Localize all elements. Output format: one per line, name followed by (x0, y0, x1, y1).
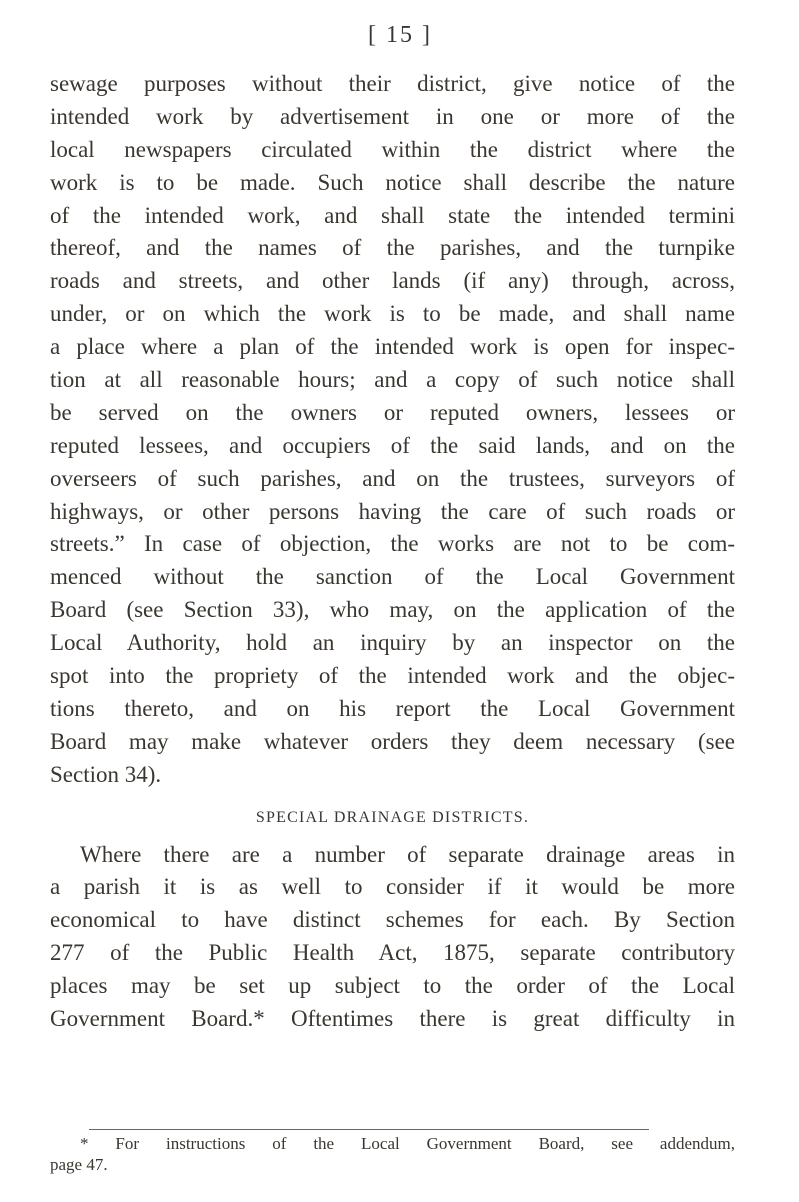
text-line: menced without the sanction of the Local Government (50, 564, 735, 590)
text-line: intended work by advertisement in one or more of the (50, 103, 735, 129)
paragraph-first-line: Where there are a number of separate drainage areas in (80, 841, 735, 867)
footnote-line: * For instructions of the Local Government Board, see addendum, (80, 1134, 735, 1153)
text-line: thereof, and the names of the parishes, and the turnpike (50, 235, 735, 261)
text-line: Board (see Section 33), who may, on the application of the (50, 597, 735, 623)
text-line: tions thereto, and on his report the Local Government (50, 695, 735, 721)
footnote-line: page 47. (50, 1155, 108, 1174)
body-text (50, 68, 735, 1036)
text-line: reputed lessees, and occupiers of the said lands, and on the (50, 432, 735, 458)
text-line: Local Authority, hold an inquiry by an inspector on the (50, 630, 735, 656)
text-line: work is to be made. Such notice shall describe the nature (50, 169, 735, 195)
text-line-last: Section 34). (50, 761, 162, 787)
text-line: local newspapers circulated within the district where the (50, 136, 735, 162)
text-line: Government Board.* Oftentimes there is great difficulty in (50, 1006, 735, 1032)
text-line: of the intended work, and shall state the intended termini (50, 202, 735, 228)
text-line: streets.” In case of objection, the works are not to be com- (50, 531, 735, 557)
text-line: sewage purposes without their district, give notice of the (50, 71, 735, 96)
text-line: a place where a plan of the intended work is open for inspec- (50, 334, 735, 360)
text-line: overseers of such parishes, and on the trustees, surveyors of (50, 465, 735, 491)
text-line: highways, or other persons having the care of such roads or (50, 498, 735, 524)
text-line: be served on the owners or reputed owners, lessees or (50, 399, 735, 425)
text-line: places may be set up subject to the order of the Local (50, 973, 735, 999)
footnote (50, 1133, 735, 1175)
text-line: a parish it is as well to consider if it would be more (50, 874, 735, 900)
page-number: [ 15 ] (368, 22, 432, 48)
text-line: Board may make whatever orders they deem necessary (see (50, 728, 735, 754)
text-line: 277 of the Public Health Act, 1875, separate contributory (50, 940, 735, 966)
text-line: tion at all reasonable hours; and a copy of such notice shall (50, 367, 735, 393)
text-line: under, or on which the work is to be made, and shall name (50, 301, 735, 327)
text-line: economical to have distinct schemes for each. By Section (50, 907, 735, 933)
section-heading: SPECIAL DRAINAGE DISTRICTS. (255, 808, 530, 826)
footnote-rule (89, 1129, 649, 1130)
text-line: roads and streets, and other lands (if any) through, across, (50, 268, 735, 294)
text-line: spot into the propriety of the intended work and the objec- (50, 663, 735, 689)
